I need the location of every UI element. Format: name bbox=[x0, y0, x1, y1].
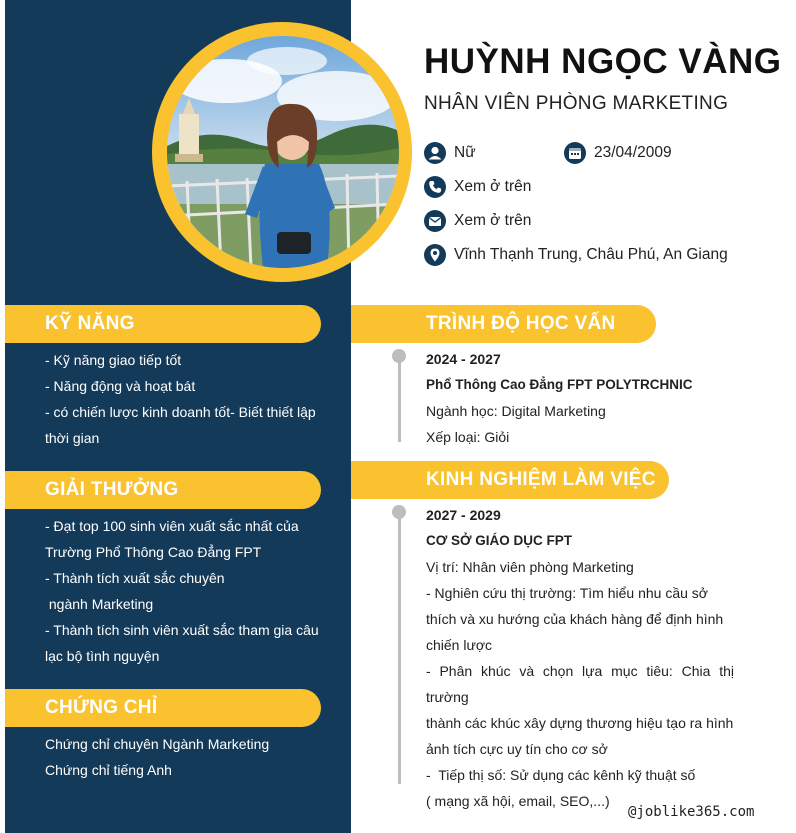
info-phone bbox=[424, 176, 531, 198]
location-pin-icon bbox=[424, 244, 446, 266]
certificates-list bbox=[45, 731, 321, 783]
awards-line: lạc bộ tình nguyện bbox=[45, 648, 160, 664]
experience-heading bbox=[351, 461, 669, 499]
skills-list bbox=[45, 347, 321, 451]
watermark-link[interactable]: @joblike365.com bbox=[628, 804, 755, 820]
skills-title: KỸ NĂNG bbox=[45, 313, 135, 334]
education-entry bbox=[426, 346, 734, 450]
info-address bbox=[424, 244, 728, 266]
avatar bbox=[167, 36, 399, 268]
awards-line: - Thành tích xuất sắc chuyên bbox=[45, 570, 225, 586]
experience-entry bbox=[426, 502, 734, 814]
skills-line: - Kỹ năng giao tiếp tốt bbox=[45, 352, 182, 368]
education-timeline bbox=[398, 356, 401, 442]
info-gender bbox=[424, 142, 476, 164]
experience-timeline bbox=[398, 512, 401, 784]
education-heading bbox=[351, 305, 656, 343]
experience-line: - Tiếp thị số: Sử dụng các kênh kỹ thuật số bbox=[426, 767, 696, 783]
certificates-heading bbox=[5, 689, 321, 727]
email-value: Xem ở trên bbox=[454, 212, 532, 229]
certificate-line: Chứng chỉ chuyên Ngành Marketing bbox=[45, 736, 270, 752]
awards-list bbox=[45, 513, 321, 669]
experience-line: - Nghiên cứu thị trường: Tìm hiểu nhu cầu sở bbox=[426, 585, 708, 601]
calendar-icon bbox=[564, 142, 586, 164]
education-major: Ngành học: Digital Marketing bbox=[426, 403, 606, 419]
address-value: Vĩnh Thạnh Trung, Châu Phú, An Giang bbox=[454, 246, 728, 263]
experience-line: ( mạng xã hội, email, SEO,...) bbox=[426, 793, 610, 809]
experience-company: CƠ SỞ GIÁO DỤC FPT bbox=[426, 533, 573, 548]
experience-line: chiến lược bbox=[426, 637, 493, 653]
birthdate-value: 23/04/2009 bbox=[594, 144, 672, 161]
skills-line: thời gian bbox=[45, 430, 100, 446]
certificate-line: Chứng chỉ tiếng Anh bbox=[45, 762, 172, 778]
user-icon bbox=[424, 142, 446, 164]
education-title: TRÌNH ĐỘ HỌC VẤN bbox=[426, 313, 616, 334]
gender-value: Nữ bbox=[454, 144, 476, 161]
experience-line: - Phân khúc và chọn lựa mục tiêu: Chia thị trường bbox=[426, 663, 734, 705]
education-period: 2024 - 2027 bbox=[426, 351, 501, 367]
awards-line: ngành Marketing bbox=[45, 596, 154, 612]
awards-heading bbox=[5, 471, 321, 509]
education-timeline-dot bbox=[392, 349, 406, 363]
awards-title: GIẢI THƯỞNG bbox=[45, 479, 179, 500]
education-school: Phổ Thông Cao Đẳng FPT POLYTRCHNIC bbox=[426, 377, 693, 392]
experience-position: Vị trí: Nhân viên phòng Marketing bbox=[426, 559, 634, 575]
awards-line: - Đạt top 100 sinh viên xuất sắc nhất của bbox=[45, 518, 299, 534]
skills-line: - Năng động và hoạt bát bbox=[45, 378, 196, 394]
skills-line: - có chiến lược kinh doanh tốt- Biết thiết lập bbox=[45, 404, 316, 420]
experience-title: KINH NGHIỆM LÀM VIỆC bbox=[426, 469, 656, 490]
info-birthdate bbox=[564, 142, 672, 164]
education-grade: Xếp loại: Giỏi bbox=[426, 429, 510, 445]
experience-period: 2027 - 2029 bbox=[426, 507, 501, 523]
experience-line: ảnh tích cực uy tín cho cơ sở bbox=[426, 741, 608, 757]
certificates-title: CHỨNG CHỈ bbox=[45, 697, 158, 718]
skills-heading bbox=[5, 305, 321, 343]
mail-icon bbox=[424, 210, 446, 232]
experience-line: thành các khúc xây dựng thương hiệu tạo ra hình bbox=[426, 715, 734, 731]
awards-line: - Thành tích sinh viên xuất sắc tham gia câu bbox=[45, 622, 319, 638]
experience-line: thích và xu hướng của khách hàng để định hình bbox=[426, 611, 724, 627]
awards-line: Trường Phổ Thông Cao Đẳng FPT bbox=[45, 544, 262, 560]
avatar-photo bbox=[167, 36, 399, 268]
experience-timeline-dot bbox=[392, 505, 406, 519]
full-name: HUỲNH NGỌC VÀNG bbox=[424, 42, 782, 81]
info-email bbox=[424, 210, 531, 232]
phone-icon bbox=[424, 176, 446, 198]
job-title: NHÂN VIÊN PHÒNG MARKETING bbox=[424, 93, 729, 114]
phone-value: Xem ở trên bbox=[454, 178, 532, 195]
